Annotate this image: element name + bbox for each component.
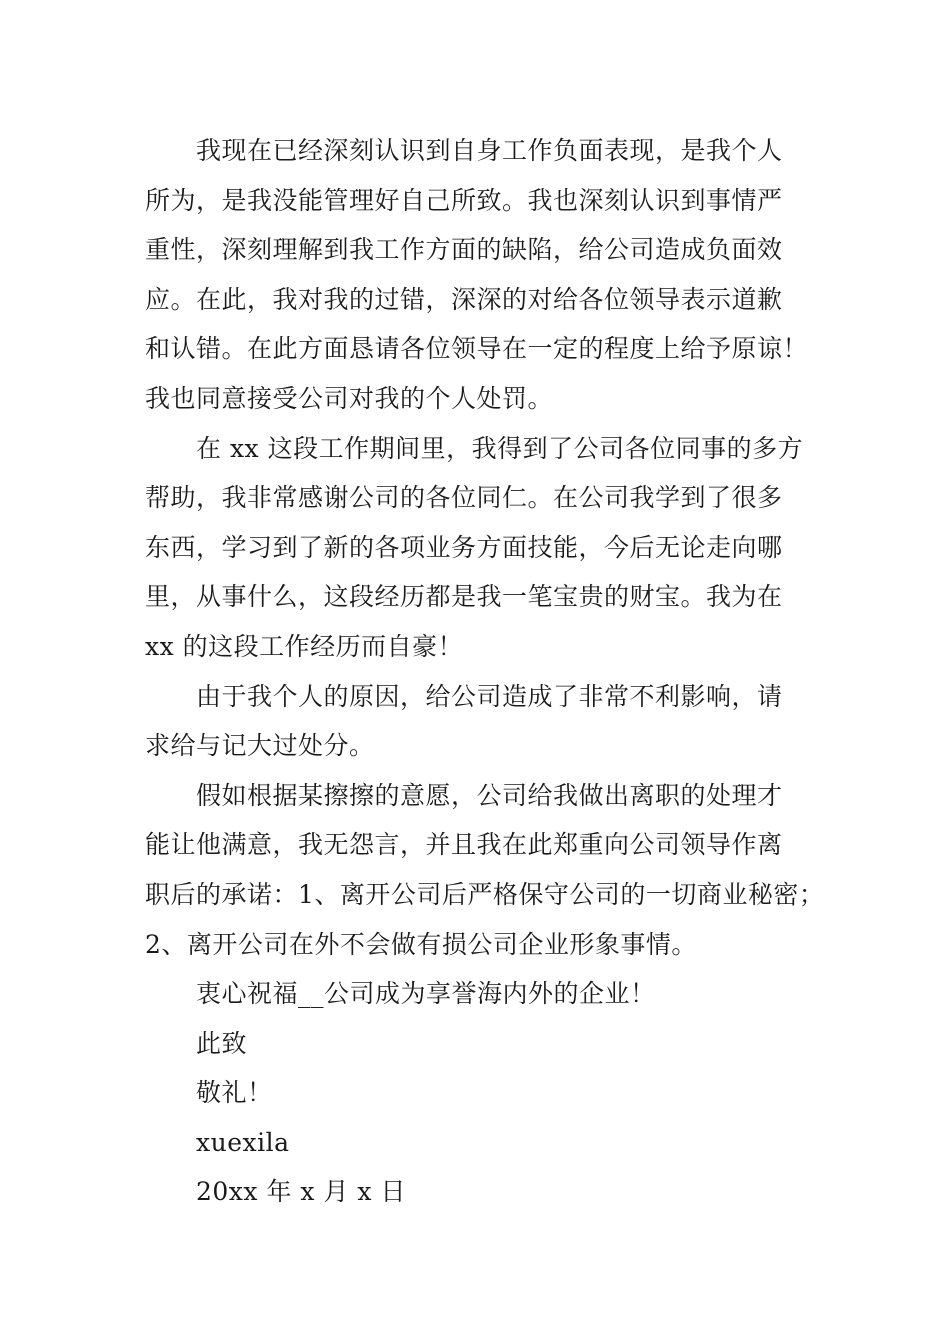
text-line: 东西，学习到了新的各项业务方面技能，今后无论走向哪 [145, 532, 783, 562]
closing-regards: 敬礼！ [196, 1078, 273, 1108]
text-line: 在 xx 这段工作期间里，我得到了公司各位同事的多方 [196, 433, 804, 463]
date: 20xx 年 x 月 x 日 [196, 1177, 406, 1207]
text-line: 求给与记大过处分。 [145, 731, 375, 761]
text-line: 帮助，我非常感谢公司的各位同仁。在公司我学到了很多 [145, 483, 783, 513]
text-line: 所为，是我没能管理好自己所致。我也深刻认识到事情严 [145, 185, 783, 215]
letter-body [145, 126, 825, 1217]
closing-salutation: 此致 [196, 1028, 248, 1058]
text-line: 衷心祝福__公司成为享誉海内外的企业！ [196, 979, 656, 1009]
text-line: 应。在此，我对我的过错，深深的对给各位领导表示道歉 [145, 284, 783, 314]
text-line: 我现在已经深刻认识到自身工作负面表现，是我个人 [196, 136, 783, 165]
text-line: 能让他满意，我无怨言，并且我在此郑重向公司领导作离 [145, 830, 783, 860]
signature: xuexila [196, 1127, 290, 1157]
text-line: 职后的承诺：1、离开公司后严格保守公司的一切商业秘密； [145, 879, 825, 909]
text-line: 我也同意接受公司对我的个人处罚。 [145, 383, 554, 413]
text-line: 由于我个人的原因，给公司造成了非常不利影响，请 [196, 681, 783, 711]
text-line: 里，从事什么，这段经历都是我一笔宝贵的财宝。我为在 [145, 582, 783, 612]
text-line: xx 的这段工作经历而自豪！ [145, 631, 464, 661]
text-line: 2、离开公司在外不会做有损公司企业形象事情。 [145, 929, 697, 959]
text-line: 重性，深刻理解到我工作方面的缺陷，给公司造成负面效 [145, 235, 783, 265]
text-line: 假如根据某擦擦的意愿，公司给我做出离职的处理才 [196, 780, 783, 810]
text-line: 和认错。在此方面恳请各位领导在一定的程度上给予原谅！ [145, 334, 809, 364]
